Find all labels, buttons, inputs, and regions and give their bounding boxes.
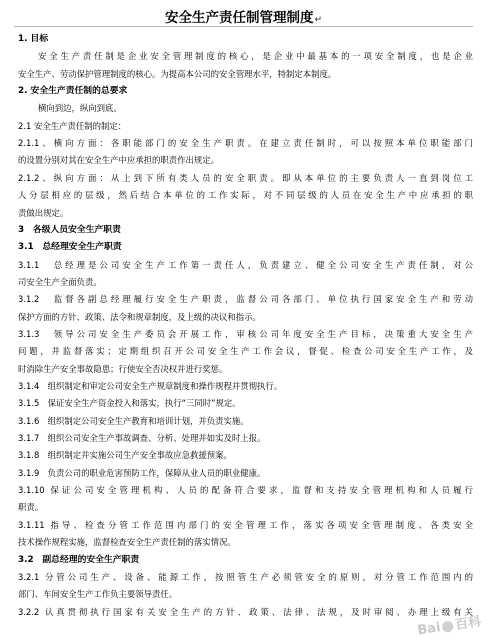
- document-line: 3.1.11 指导、检查分管工作范围内部门的安全管理工作，落实各项安全管理制度、各类安全: [18, 519, 473, 530]
- document-line: 3.1.10 保证公司安全管理机构、人员的配备符合要求，监督和支持安全管理机构和人员履行: [18, 485, 473, 496]
- document-line: 3 各级人员安全生产职责: [18, 224, 121, 235]
- document-line: 安全生产责任制是企业安全管理制度的核心，是企业中最基本的一项安全制度，也是企业: [38, 51, 473, 62]
- document-line: 2.1.1、横向方面：各职能部门的安全生产职责。在建立责任制时，可以按照本单位职能部门: [18, 138, 473, 149]
- document-line: 责做出规定。: [18, 207, 69, 218]
- document-title: [0, 6, 487, 26]
- title-text: 安全生产责任制管理制度: [164, 10, 314, 26]
- document-line: 3.1.6 组织制定公司安全生产教育和培训计划，并负责实施。: [18, 415, 249, 426]
- document-line: 3.2 副总经理的安全生产职责: [18, 554, 140, 565]
- document-line: 职责。: [18, 502, 44, 513]
- document-line: 部门、车间安全生产工作负主要领导责任。: [18, 589, 178, 600]
- document-line: 3.1.4 组织制定和审定公司安全生产规章制度和操作规程并贯彻执行。: [18, 381, 283, 391]
- paragraph-mark-icon: ↵: [314, 15, 323, 25]
- document-line: 安全生产、劳动保护管理制度的核心。为提高本公司的安全管理水平，特制定本制度。: [18, 68, 337, 79]
- document-line: 3.1.7 组织公司安全生产事故调查、分析、处理并如实及时上报。: [18, 433, 266, 444]
- document-line: 2.1.2、纵向方面：从上到下所有类人员的安全职责。即从本单位的主要负责人一直到岗位工: [18, 172, 473, 183]
- document-line: 时消除生产安全事故隐患；行使安全否决权并进行奖惩。: [18, 363, 228, 374]
- baidu-watermark: Bai 百科: [416, 614, 483, 638]
- document-line: 3.1.8 组织制定并实施公司生产安全事故应急救援预案。: [18, 450, 232, 461]
- document-line: 1. 目标: [18, 34, 49, 44]
- document-line: 问题，并监督落实；定期组织召开公司安全生产工作会议，督促、检查公司安全生产工作，及: [18, 346, 473, 357]
- document-line: 3.2.1 分管公司生产、设备、能源工作，按照管生产必须管安全的原则，对分管工作范围内的: [18, 571, 473, 582]
- document-line: 2. 安全生产责任制的总要求: [18, 86, 128, 97]
- document-line: 3.1.2 监督各副总经理履行安全生产职责，监督公司各部门、单位执行国家安全生产和劳动: [18, 294, 473, 305]
- document-line: 3.1.9 负责公司的职业危害预防工作，保障从业人员的职业健康。: [18, 467, 266, 478]
- document-line: 横向到边，纵向到底。: [38, 103, 122, 114]
- document-line: 3.1.5 保证安全生产资金投入和落实，执行“三同时”规定。: [18, 398, 241, 409]
- document-line: 2.1 安全生产责任制的制定：: [18, 120, 127, 131]
- document-line: 3.1.1 总经理是公司安全生产工作第一责任人，负责建立、健全公司安全生产责任制，对公: [18, 259, 473, 270]
- document-line: 保护方面的方针、政策、法令和规章制度，及上级的决议和指示。: [18, 311, 261, 322]
- document-line: 司安全生产全面负责。: [18, 276, 102, 287]
- document-line: 的设置分别对其在安全生产中应承担的职责作出规定。: [18, 155, 219, 166]
- document-line: 技术操作规程实施，监督检查安全生产责任制的落实情况。: [18, 537, 236, 548]
- title-underline: [14, 26, 473, 27]
- document-line: 3.2.2 认真贯彻执行国家有关安全生产的方针、政策、法律、法规，及时审阅、办理上级有关: [18, 606, 473, 617]
- document-line: 3.1 总经理安全生产职责: [18, 242, 122, 253]
- document-line: 3.1.3 领导公司安全生产委员会开展工作，审核公司年度安全生产目标，决策重大安全生产: [18, 328, 473, 339]
- document-line: 人分层相应的层级，然后结合本单位的工作实际，对不同层级的人员在安全生产中应承担的职: [18, 190, 473, 201]
- paw-icon: [442, 620, 454, 632]
